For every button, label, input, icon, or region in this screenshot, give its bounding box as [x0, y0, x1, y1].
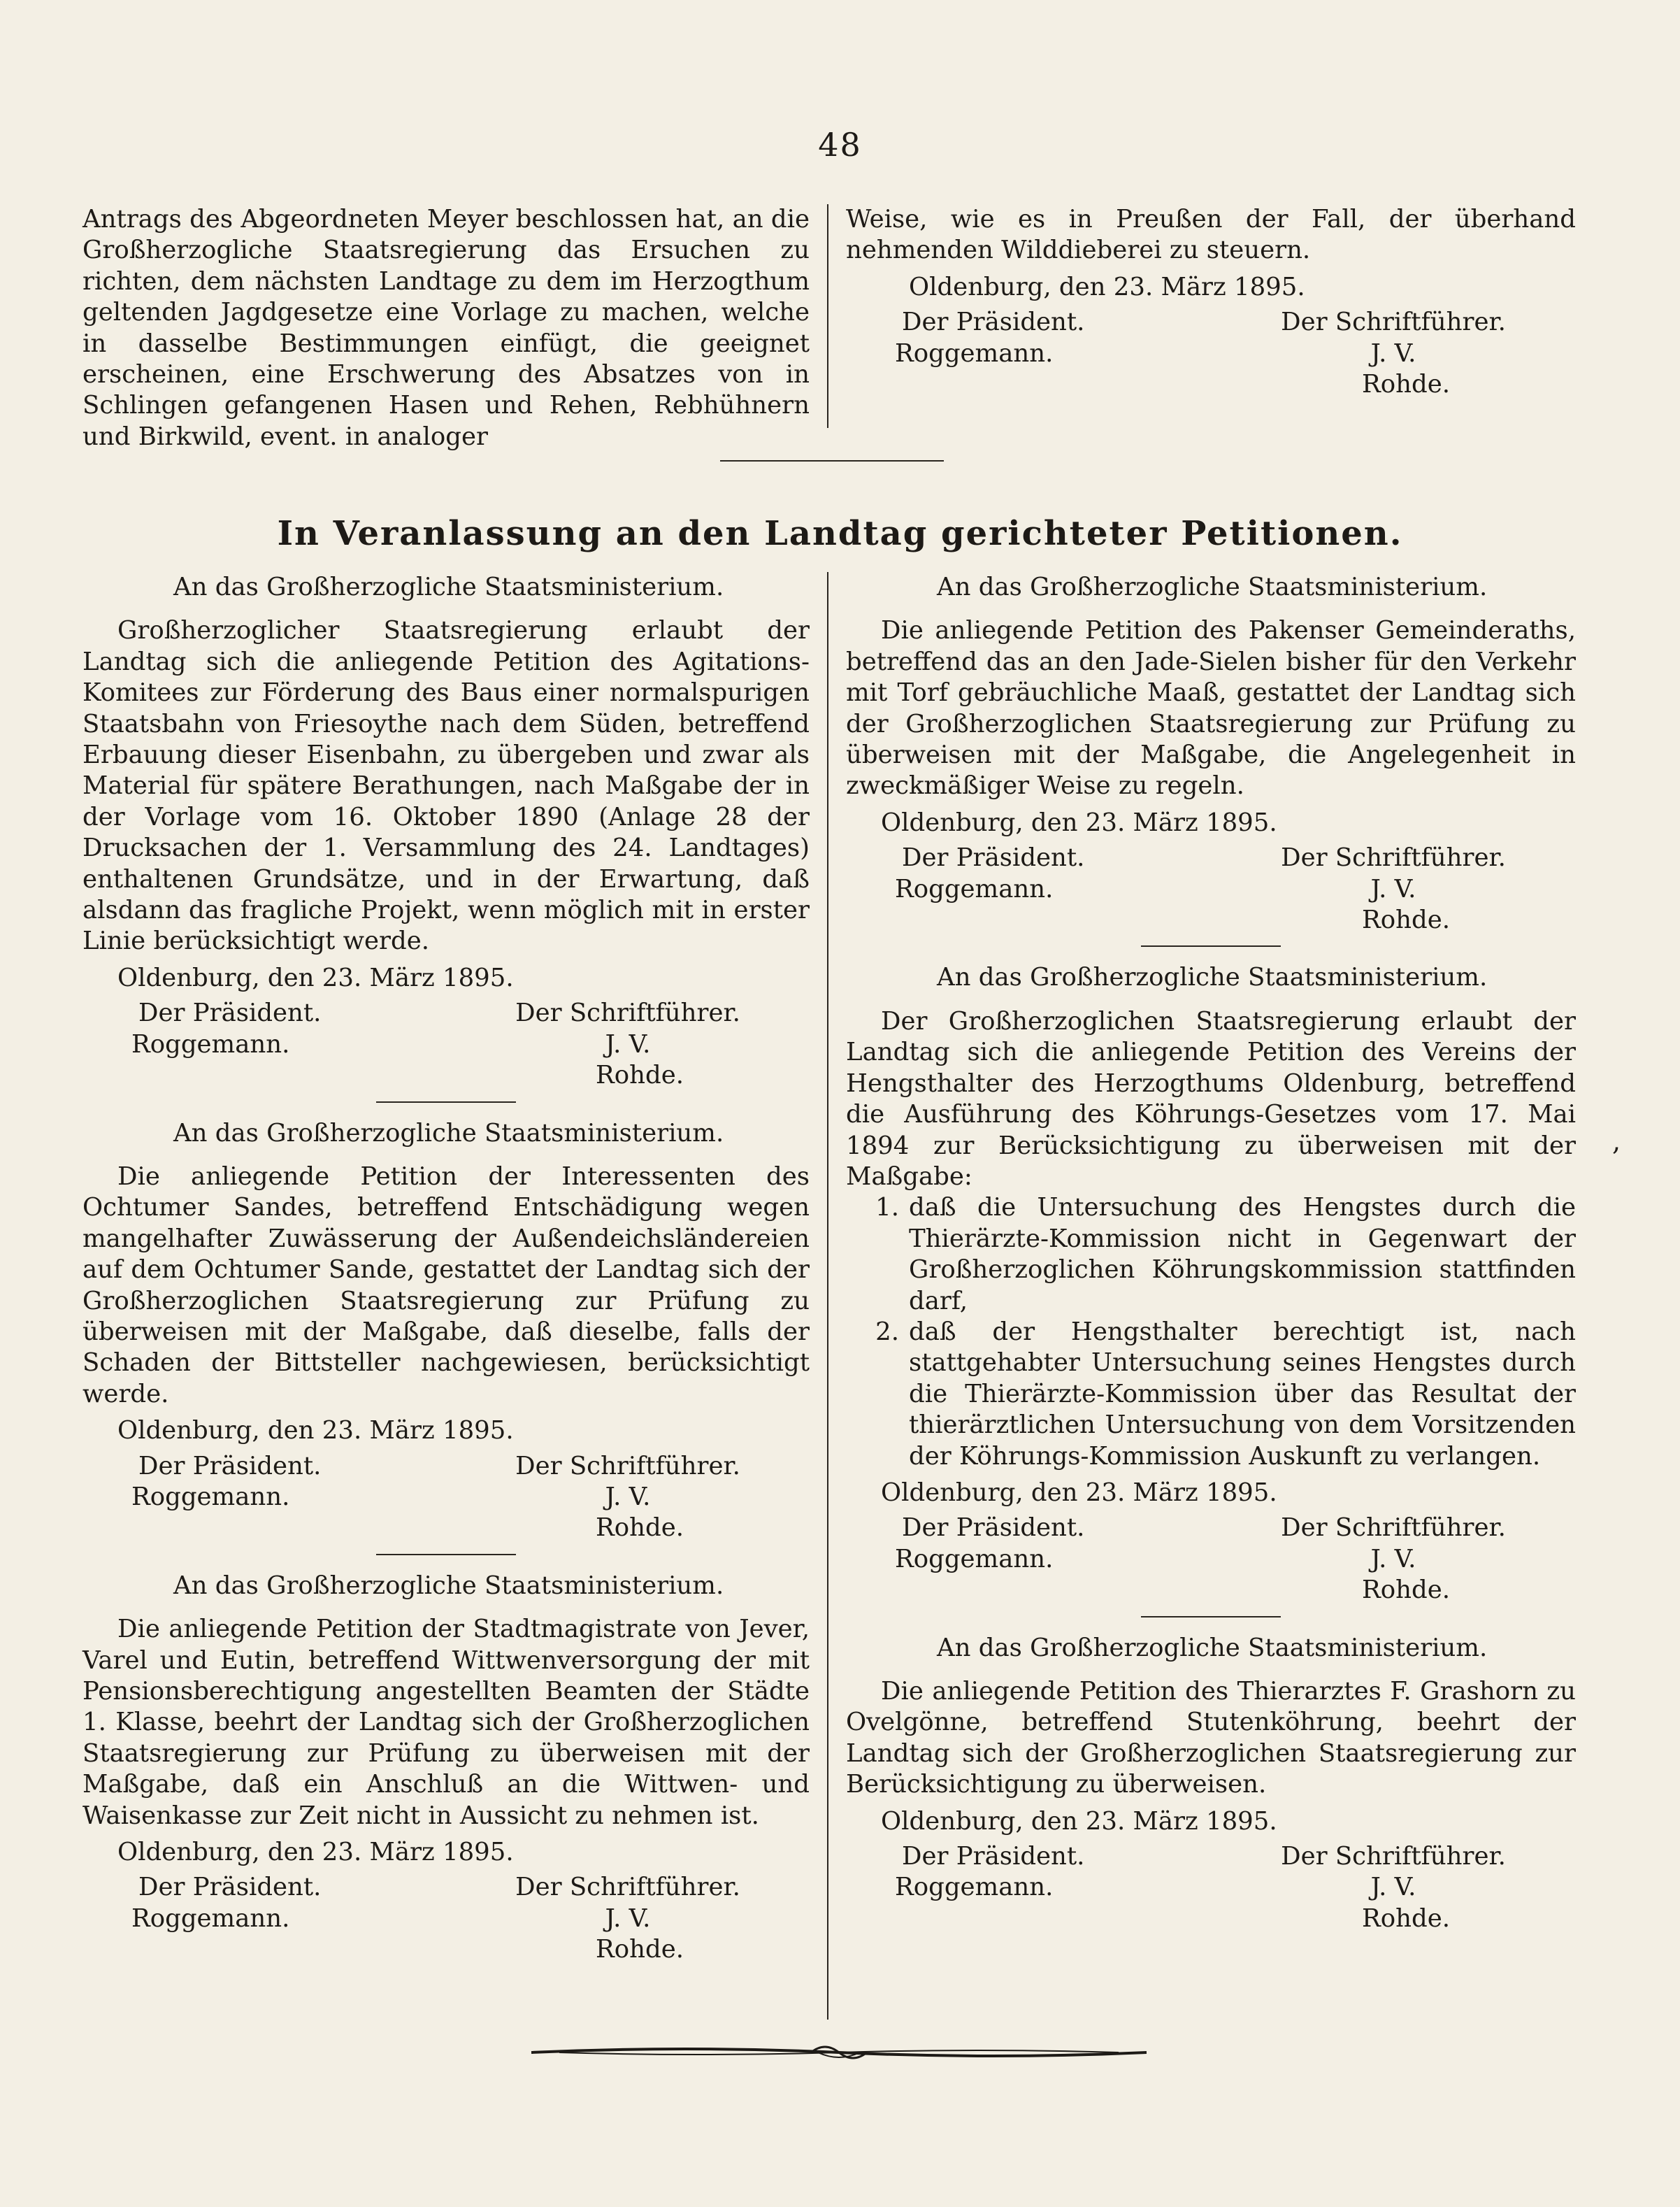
signature-date: Oldenburg, den 23. März 1895. [909, 272, 1305, 301]
section-title: In Veranlassung an den Landtag gerichteter Petitionen. [277, 514, 1403, 553]
president-name: Roggemann. [895, 1544, 1054, 1573]
list-item-text: daß der Hengsthalter berechtigt ist, nach stattgehabter Untersuchung seines Hengstes durch die Thierärzte-Kommission über das Resultat der thierärztlichen Untersuchung von dem Vorsitzenden der Köhrungs-Kommission Auskunft zu verlangen. [909, 1317, 1576, 1471]
column-divider-main [827, 572, 828, 2020]
continuation-text-left: Antrags des Abgeordneten Meyer beschlossen hat, an die Großherzogliche Staatsregierung das Ersuchen zu richten, dem nächsten Landtage zu dem im Herzogthum geltenden Jagdgesetze eine Vorlage zu machen, welche in dasselbe Bestimmungen einfügt, die geeignet erscheinen, eine Erschwerung des Absatzes von in Schlingen gefangenen Hasen und Rehen, Rebhühnern und Birkwild, event. in analoger [82, 205, 810, 451]
signature-names [82, 1029, 810, 1060]
petition-block [82, 1571, 810, 1966]
signature-names [82, 1482, 810, 1513]
petition-address: An das Großherzogliche Staatsministerium. [937, 573, 1488, 601]
secretary-name: Rohde. [596, 1935, 684, 1964]
president-title: Der Präsident. [902, 843, 1085, 873]
signature-names [846, 874, 1576, 905]
signature-date: Oldenburg, den 23. März 1895. [117, 1838, 514, 1867]
signature-names [846, 338, 1576, 369]
signature-date: Oldenburg, den 23. März 1895. [117, 1416, 514, 1445]
petition-address: An das Großherzogliche Staatsministerium. [937, 963, 1488, 992]
continuation-right-column [846, 204, 1576, 400]
petition-block [846, 962, 1576, 1617]
petition-text: Die anliegende Petition der Interessenten des Ochtumer Sandes, betreffend Entschädigung wegen mangelhafter Zuwässerung der Außendeichsländereien auf dem Ochtumer Sande, gestattet der Landtag sich der Großherzoglichen Staatsregierung zur Prüfung zu überweisen mit der Maßgabe, daß dieselbe, falls der Schaden der Bittsteller nachgewiesen, berücksichtigt werde. [82, 1162, 810, 1408]
block-separator [1141, 1616, 1281, 1617]
petition-text: Die anliegende Petition des Pakenser Gemeinderaths, betreffend das an den Jade-Sielen bisher für den Verkehr mit Torf gebräuchliche Maaß, gestattet der Landtag sich der Großherzoglichen Staatsregierung zur Prüfung zu überweisen mit der Maßgabe, die Angelegenheit in zweckmäßiger Weise zu regeln. [846, 616, 1576, 801]
block-separator [1141, 945, 1281, 947]
president-title: Der Präsident. [138, 1873, 322, 1902]
signature-date: Oldenburg, den 23. März 1895. [881, 1806, 1277, 1836]
secretary-name: Rohde. [1362, 906, 1450, 935]
signature-date: Oldenburg, den 23. März 1895. [881, 1478, 1277, 1507]
secretary-title: Der Schriftführer. [1281, 1513, 1506, 1543]
petition-block [82, 1118, 810, 1555]
list-item-text: daß die Untersuchung des Hengstes durch die Thierärzte-Kommission nicht in Gegenwart der Großherzoglichen Köhrungskommission stattfinden darf, [909, 1193, 1576, 1315]
president-title: Der Präsident. [138, 999, 322, 1028]
right-column [846, 572, 1576, 1934]
signature-titles [82, 998, 810, 1029]
secretary-initials: J. V. [1370, 874, 1416, 903]
signature-titles [846, 843, 1576, 873]
president-title: Der Präsident. [902, 1513, 1085, 1543]
petition-address: An das Großherzogliche Staatsministerium. [173, 1118, 724, 1148]
president-title: Der Präsident. [138, 1451, 322, 1480]
president-name: Roggemann. [895, 874, 1054, 903]
secretary-title: Der Schriftführer. [1281, 308, 1506, 337]
secretary-initials: J. V. [1370, 1544, 1416, 1573]
secretary-initials: J. V. [1370, 338, 1416, 368]
list-item [846, 1317, 1576, 1472]
signature-titles [846, 1841, 1576, 1872]
signature-names [82, 1904, 810, 1934]
secretary-initials: J. V. [605, 1029, 651, 1059]
secretary-name: Rohde. [1362, 370, 1450, 399]
petition-block [82, 572, 810, 1103]
petition-text: Der Großherzoglichen Staatsregierung erlaubt der Landtag sich die anliegende Petition des Vereins der Hengsthalter des Herzogthums Oldenburg, betreffend die Ausführung des Köhrungs-Gesetzes vom 17. Mai 1894 zur Berücksichtigung zu überweisen mit der Maßgabe: [846, 1006, 1576, 1191]
block-separator [376, 1101, 516, 1103]
president-name: Roggemann. [131, 1482, 290, 1511]
petition-address: An das Großherzogliche Staatsministerium. [173, 1571, 724, 1600]
list-item-number: 2. [875, 1317, 899, 1346]
continuation-text-right: Weise, wie es in Preußen der Fall, der überhand nehmenden Wilddieberei zu steuern. [846, 205, 1576, 265]
president-title: Der Präsident. [902, 308, 1085, 337]
column-divider-top [827, 204, 828, 428]
secretary-title: Der Schriftführer. [515, 1873, 740, 1902]
president-name: Roggemann. [895, 338, 1054, 368]
secretary-initials: J. V. [605, 1904, 651, 1933]
petition-text: Die anliegende Petition des Thierarztes F. Grashorn zu Ovelgönne, betreffend Stutenköhrung, beehrt der Landtag sich der Großherzoglichen Staatsregierung zur Berücksichtigung zu überweisen. [846, 1677, 1576, 1799]
president-title: Der Präsident. [902, 1842, 1085, 1871]
conditions-list [846, 1192, 1576, 1472]
signature-date: Oldenburg, den 23. März 1895. [881, 808, 1277, 837]
secretary-title: Der Schriftführer. [515, 999, 740, 1028]
secretary-initials: J. V. [605, 1482, 651, 1511]
petition-text: Die anliegende Petition der Stadtmagistrate von Jever, Varel und Eutin, betreffend Wittwenversorgung der mit Pensionsberechtigung angestellten Beamten der Städte 1. Klasse, beehrt der Landtag sich der Großherzoglichen Staatsregierung zur Prüfung zu überweisen mit der Maßgabe, daß ein Anschluß an die Wittwen- und Waisenkasse zur Zeit nicht in Aussicht zu nehmen ist. [82, 1615, 810, 1830]
president-name: Roggemann. [895, 1873, 1054, 1902]
signature-names [846, 1872, 1576, 1903]
section-separator [720, 460, 944, 462]
list-item [846, 1192, 1576, 1317]
petition-block [846, 1633, 1576, 1935]
signature-titles [82, 1872, 810, 1903]
secretary-name: Rohde. [1362, 1576, 1450, 1605]
block-separator [376, 1554, 516, 1555]
page-number: 48 [818, 126, 862, 164]
signature-date: Oldenburg, den 23. März 1895. [117, 963, 514, 992]
list-item-number: 1. [875, 1193, 899, 1222]
secretary-name: Rohde. [596, 1061, 684, 1090]
secretary-title: Der Schriftführer. [1281, 1842, 1506, 1871]
signature-titles [846, 307, 1576, 338]
secretary-initials: J. V. [1370, 1873, 1416, 1902]
petition-address: An das Großherzogliche Staatsministerium. [937, 1633, 1488, 1662]
continuation-left-column [82, 204, 810, 452]
secretary-name: Rohde. [596, 1513, 684, 1543]
left-column [82, 572, 810, 1966]
signature-titles [82, 1451, 810, 1482]
president-name: Roggemann. [131, 1904, 290, 1933]
secretary-name: Rohde. [1362, 1904, 1450, 1933]
secretary-title: Der Schriftführer. [515, 1451, 740, 1480]
margin-mark: , [1612, 1126, 1621, 1157]
secretary-title: Der Schriftführer. [1281, 843, 1506, 873]
signature-names [846, 1544, 1576, 1575]
signature-titles [846, 1513, 1576, 1543]
president-name: Roggemann. [131, 1029, 290, 1059]
ornament-divider-icon [531, 2038, 1147, 2066]
petition-block [846, 572, 1576, 947]
petition-text: Großherzoglicher Staatsregierung erlaubt der Landtag sich die anliegende Petition des Agitations-Komitees zur Förderung des Baus einer normalspurigen Staatsbahn von Friesoythe nach dem Süden, betreffend Erbauung dieser Eisenbahn, zu übergeben und zwar als Material für spätere Berathungen, nach Maßgabe der in der Vorlage vom 16. Oktober 1890 (Anlage 28 der Drucksachen der 1. Versammlung des 24. Landtages) enthaltenen Grundsätze, und in der Erwartung, daß alsdann das fragliche Projekt, wenn möglich mit in erster Linie berücksichtigt werde. [82, 616, 810, 956]
petition-address: An das Großherzogliche Staatsministerium. [173, 573, 724, 601]
